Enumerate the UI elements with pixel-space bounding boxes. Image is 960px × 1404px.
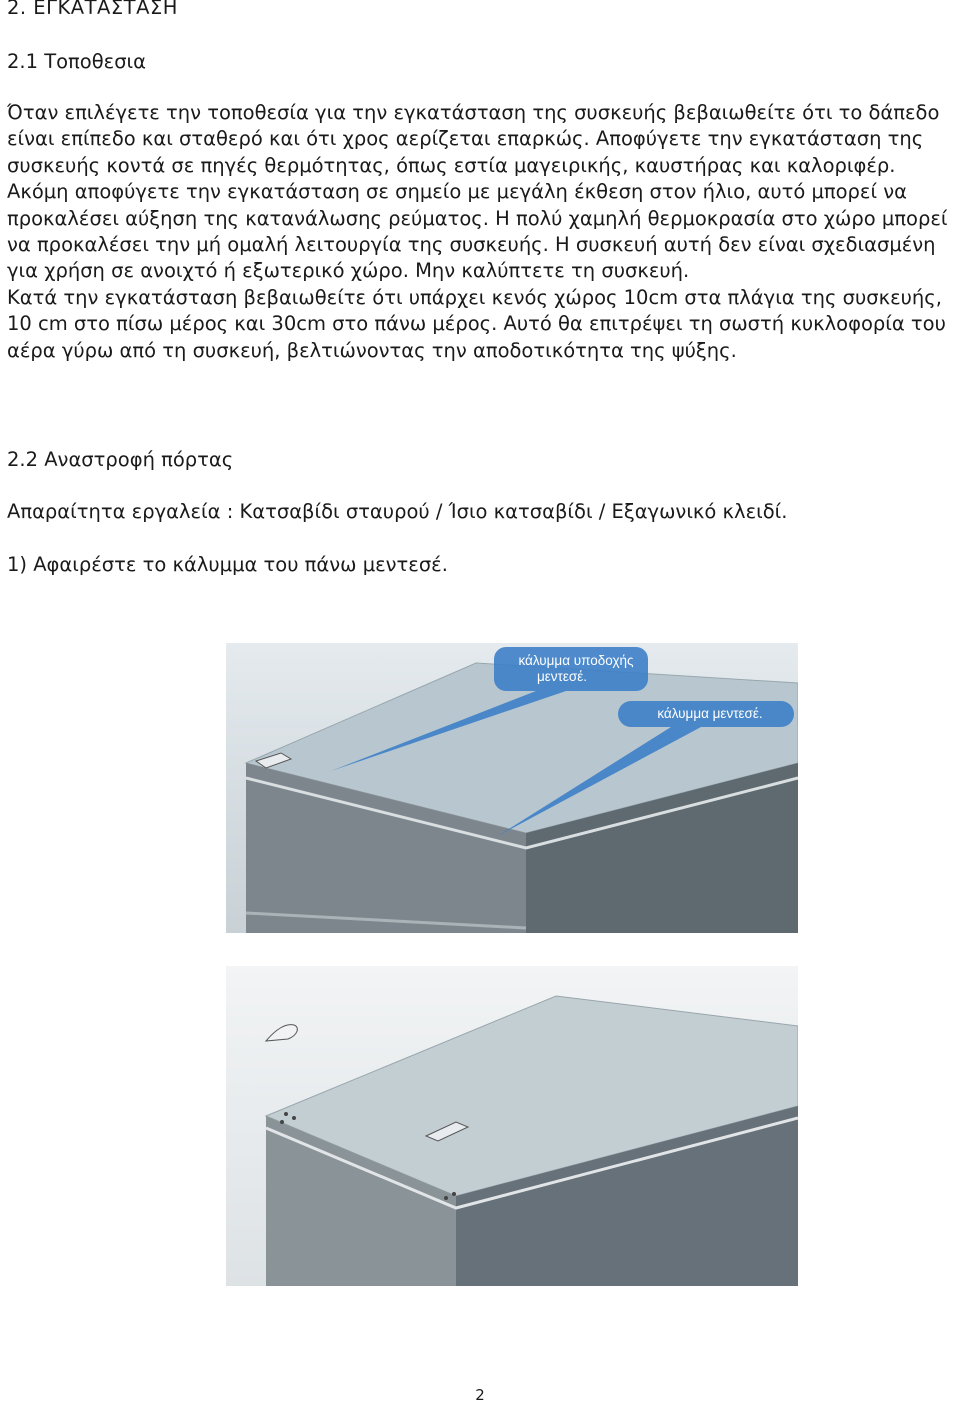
page-number: 2 bbox=[475, 1386, 485, 1404]
location-paragraph-1: Όταν επιλέγετε την τοποθεσία για την εγκατάσταση της συσκευής βεβαιωθείτε ότι το δάπεδο είναι επίπεδο και σταθερό και ότι χρος αερίζεται επαρκώς. Αποφύγετε την εγκατάσταση της συσκευής κοντά σε πηγές θερμότητας, όπως εστία μαγειρικής, καυστήρας και καλοριφέρ. Ακόμη αποφύγετε την εγκατάσταση σε σημείο με μεγάλη έκθεση στον ήλιο, αυτό μπορεί να προκαλέσει αύξηση της κατανάλωσης ρεύματος. Η πολύ χαμηλή θερμοκρασία στο χώρο μπορεί να προκαλέσει την μή ομαλή λειτουργία της συσκευής. Η συσκευή αυτή δεν είναι σχεδιασμένη για χρήση σε ανοιχτό ή εξωτερικό χώρο. Μην καλύπτετε τη συσκευή. bbox=[7, 101, 948, 283]
fridge-top-illustration-2 bbox=[226, 966, 798, 1286]
section-heading: 2. ΕΓΚΑΤΑΣΤΑΣΗ bbox=[7, 0, 178, 19]
figure-hinge-cover-removed bbox=[226, 966, 798, 1286]
location-body bbox=[7, 100, 957, 364]
callout-2-label: κάλυμμα μεντεσέ. bbox=[657, 706, 763, 721]
figure-hinge-cover-in-place bbox=[226, 643, 798, 933]
subsection-title-door-reversal: 2.2 Αναστροφή πόρτας bbox=[7, 448, 234, 471]
step-1-instruction: 1) Αφαιρέστε το κάλυμμα του πάνω μεντεσέ. bbox=[7, 553, 448, 576]
fridge-top-illustration-1 bbox=[226, 643, 798, 933]
callout-1-label-line-2: μεντεσέ. bbox=[537, 669, 587, 684]
callout-1-label-line-1: κάλυμμα υποδοχής bbox=[518, 653, 634, 668]
required-tools: Απαραίτητα εργαλεία : Κατσαβίδι σταυρού / Ίσιο κατσαβίδι / Εξαγωνικό κλειδί. bbox=[7, 500, 788, 523]
subsection-title-location: 2.1 Τοποθεσια bbox=[7, 50, 147, 73]
location-paragraph-2: Κατά την εγκατάσταση βεβαιωθείτε ότι υπάρχει κενός χώρος 10cm στα πλάγια της συσκευής, 10 cm στο πίσω μέρος και 30cm στο πάνω μέρος. Αυτό θα επιτρέψει τη σωστή κυκλοφορία του αέρα γύρω από τη συσκευή, βελτιώνοντας την αποδοτικότητα της ψύξης. bbox=[7, 285, 946, 362]
